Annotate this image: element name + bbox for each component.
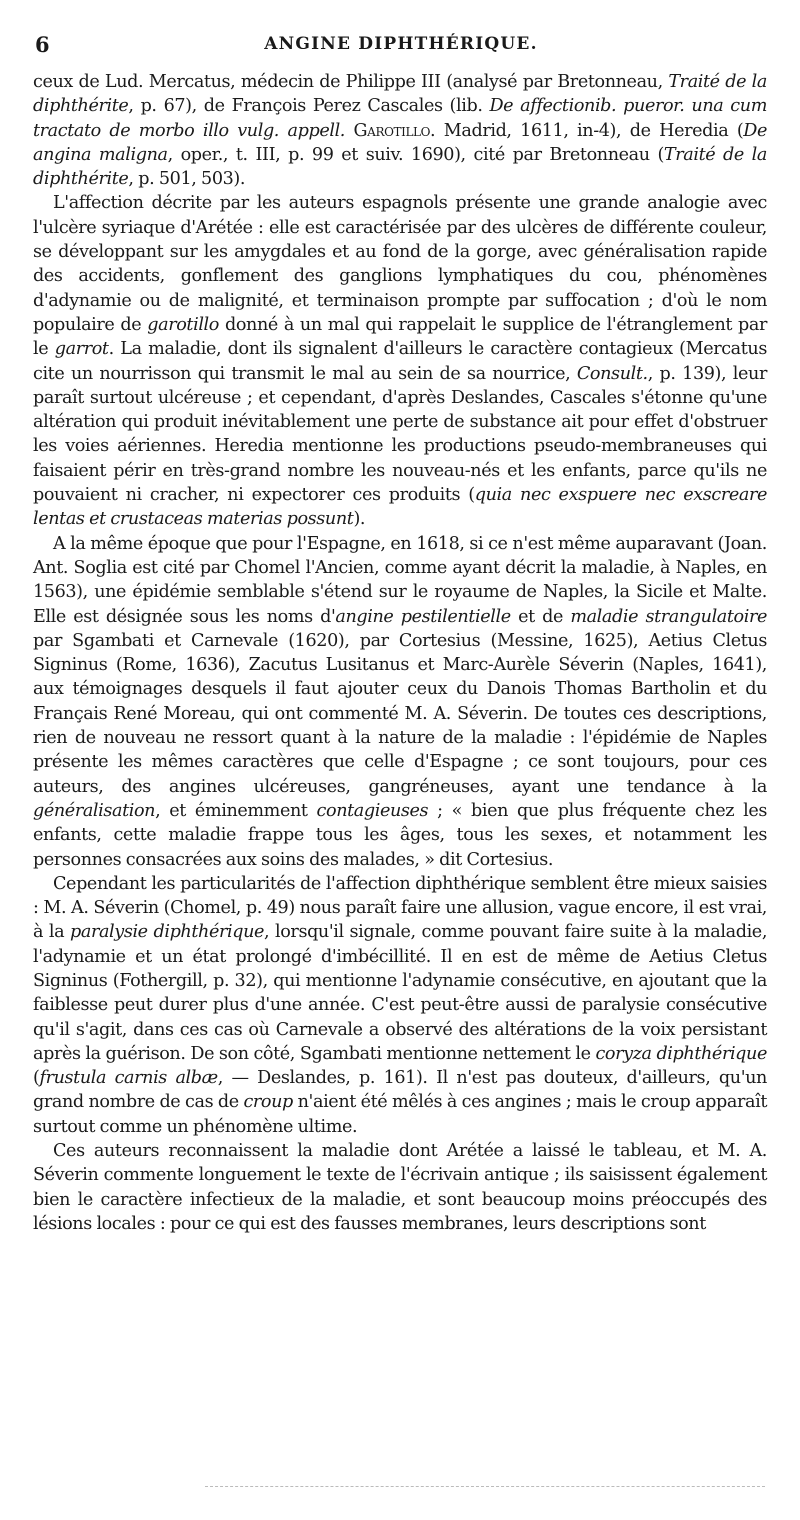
italic-text: quia nec exspuere nec exscreare lentas et crustaceas materias possunt [33, 485, 767, 530]
page-header [35, 32, 767, 56]
italic-text: garrot [54, 339, 109, 360]
italic-text: De angina maligna [33, 120, 767, 165]
text-segment: Ces auteurs reconnaissent la maladie dont Arétée a laissé le tableau, et M. A. Séverin commente longuement le texte de l'écrivain antique ; ils saisissent également bien le caractère infectieux de la maladie, et sont beaucoup moins préoccupés des lésions locales : pour ce qui est des fausses membranes, leurs descriptions sont [33, 1141, 767, 1234]
text-segment: ). [353, 509, 366, 530]
italic-text: contagieuses [316, 800, 429, 821]
text-segment: , p. 139), leur paraît surtout ulcéreuse ; et cependant, d'après Deslandes, Cascales s'étonne qu'une altération qui produit inévitablement une perte de substance ait pour effet d'obstruer les voies aériennes. Heredia mentionne les productions pseudo-membraneuses qui faisaient périr en très-grand nombre les nouveau-nés et les enfants, parce qu'ils ne pouvaient ni cracher, ni expectorer ces produits ( [33, 363, 767, 506]
text-segment: , et éminemment [155, 800, 317, 821]
running-head: ANGINE DIPHTHÉRIQUE. [264, 34, 538, 54]
italic-text: paralysie diphthérique [70, 922, 265, 943]
italic-text: maladie strangulatoire [570, 606, 767, 627]
text-segment: L'affection décrite par les auteurs espagnols présente une grande analogie avec l'ulcère syriaque d'Arétée : elle est caractérisée par des ulcères de différente couleur, se développant sur les amygdales et au fond de la gorge, avec généralisation rapide des accidents, gonflement des ganglions lymphatiques du cou, phénomènes d'adynamie ou de malignité, et terminaison prompte par suffocation ; d'où le nom populaire de [33, 193, 767, 335]
paragraph [33, 532, 767, 872]
footer-rule [205, 1486, 765, 1487]
text-segment: . La maladie, dont ils signalent d'ailleurs le caractère contagieux (Mercatus cite un nourrisson qui transmit le mal au sein de sa nourrice, [33, 339, 767, 384]
italic-text: angine pestilentielle [335, 606, 511, 627]
text-segment: n'aient été mêlés à ces angines ; mais le croup apparaît surtout comme un phénomène ultime. [33, 1092, 767, 1137]
text-segment: , — Deslandes, p. 161). Il n'est pas douteux, d'ailleurs, qu'un grand nombre de cas de [33, 1068, 767, 1113]
italic-text: De affectionib. pueror. una cum tractato de morbo illo vulg. appell. [33, 96, 767, 141]
italic-text: Traité de la diphthérite [33, 72, 767, 117]
text-segment: ( [33, 1068, 40, 1089]
page-number: 6 [35, 32, 50, 57]
text-segment: . Madrid, 1611, in-4), de Heredia ( [430, 120, 744, 141]
text-segment: ; « bien que plus fréquente chez les enfants, cette maladie frappe tous les âges, tous les sexes, et notamment les personnes consacrées aux soins des malades, » dit Cortesius. [33, 800, 767, 870]
italic-text: Consult. [576, 363, 648, 384]
small-caps-text: Garotillo [353, 120, 431, 141]
paragraph [33, 70, 767, 191]
text-segment: , lorsqu'il signale, comme pouvant faire suite à la maladie, l'adynamie et un état prolongé d'imbécillité. Il en est de même de Aetius Cletus Signinus (Fothergill, p. 32), qui mentionne l'adynamie consécutive, en ajoutant que la faiblesse peut durer plus d'une année. C'est peut-être aussi de paralysie consécutive qu'il s'agit, dans ces cas où Carnevale a observé des altérations de la voix persistant après la guérison. De son côté, Sgambati mentionne nettement le [33, 922, 768, 1064]
body-text [33, 70, 767, 1236]
text-segment [345, 121, 354, 141]
italic-text: croup [243, 1092, 293, 1113]
text-segment: Cependant les particularités de l'affection diphthérique semblent être mieux saisies : M. A. Séverin (Chomel, p. 49) nous paraît faire une allusion, vague encore, il est vrai, à la [33, 873, 767, 943]
paragraph [33, 191, 767, 531]
text-segment: et de [510, 606, 571, 627]
paragraph [33, 1139, 767, 1236]
italic-text: frustula carnis albæ [39, 1068, 218, 1089]
text-segment: par Sgambati et Carnevale (1620), par Cortesius (Messine, 1625), Aetius Cletus Signinus (Rome, 1636), Zacutus Lusitanus et Marc-Aurèle Séverin (Naples, 1641), aux témoignages desquels il faut ajouter ceux du Danois Thomas Bartholin et du Français René Moreau, qui ont commenté M. A. Séverin. De toutes ces descriptions, rien de nouveau ne ressort quant à la nature de la maladie : l'épidémie de Naples présente les mêmes caractères que celle d'Espagne ; ce sont toujours, pour ces auteurs, des angines ulcéreuses, gangréneuses, ayant une tendance à la [33, 630, 767, 797]
italic-text: garotillo [147, 314, 219, 335]
italic-text: coryza diphthérique [595, 1043, 767, 1064]
italic-text: généralisation [33, 800, 156, 821]
text-segment: , p. 67), de François Perez Cascales (lib. [128, 96, 490, 117]
text-segment: donné à un mal qui rappelait le supplice de l'étranglement par le [33, 314, 767, 360]
paragraph [33, 872, 767, 1139]
italic-text: Traité de la diphthérite [33, 144, 767, 190]
text-segment: , oper., t. III, p. 99 et suiv. 1690), cité par Bretonneau ( [167, 144, 664, 165]
text-segment: , p. 501, 503). [128, 169, 246, 190]
text-segment: A la même époque que pour l'Espagne, en 1618, si ce n'est même auparavant (Joan. Ant. Soglia est cité par Chomel l'Ancien, comme ayant décrit la maladie, à Naples, en 1563), une épidémie semblable s'étend sur le royaume de Naples, la Sicile et Malte. Elle est désignée sous les noms d' [33, 533, 767, 627]
text-segment: ceux de Lud. Mercatus, médecin de Philippe III (analysé par Bretonneau, [33, 72, 669, 92]
